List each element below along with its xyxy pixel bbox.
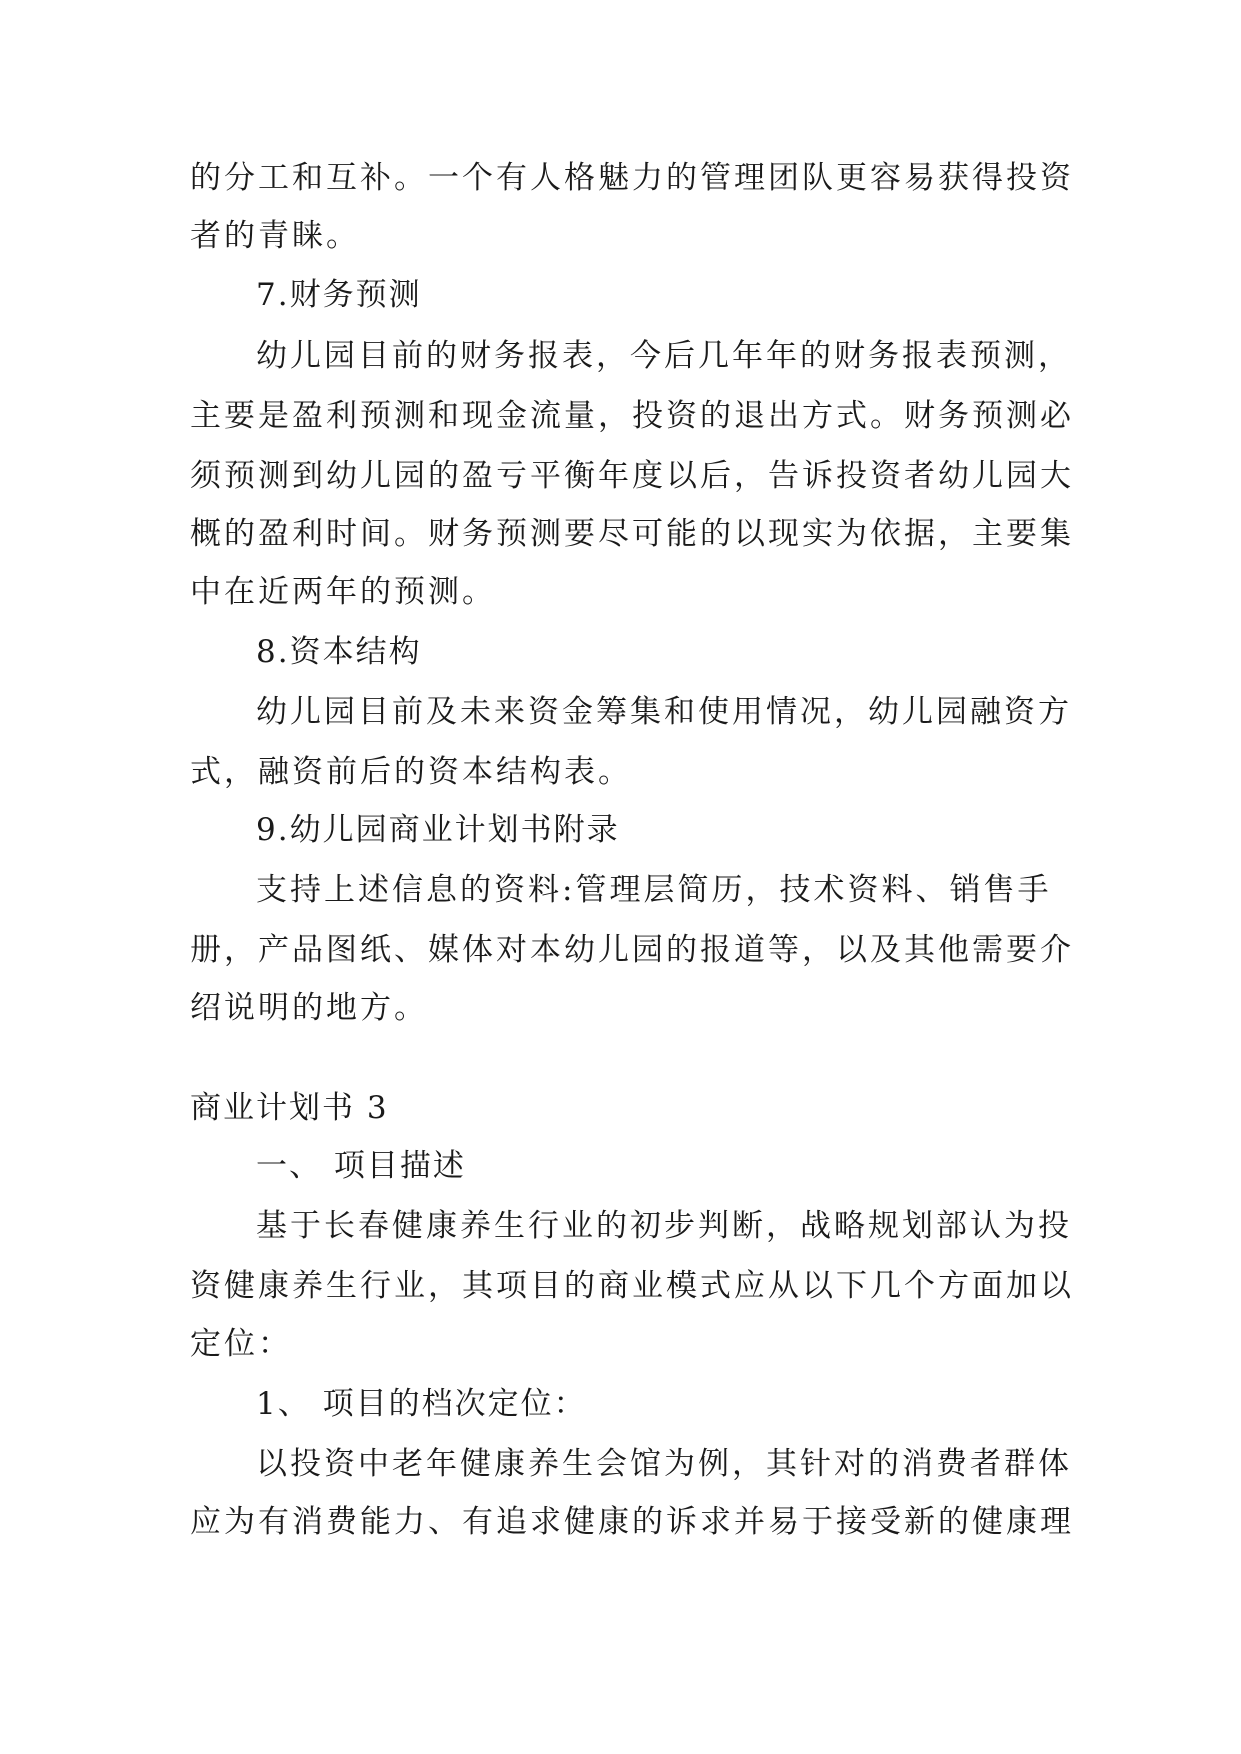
paragraph-line: 应为有消费能力、有追求健康的诉求并易于接受新的健康理	[190, 1504, 1074, 1540]
paragraph-line: 定位：	[190, 1326, 292, 1362]
section-heading-project: 一、 项目描述	[256, 1148, 466, 1184]
paragraph-line: 以投资中老年健康养生会馆为例，其针对的消费者群体	[256, 1446, 1072, 1482]
paragraph-line: 者的青睐。	[190, 218, 360, 254]
section-heading-appendix: 9.幼儿园商业计划书附录	[256, 812, 620, 848]
paragraph-line: 资健康养生行业，其项目的商业模式应从以下几个方面加以	[190, 1268, 1074, 1304]
document-title: 商业计划书 3	[190, 1090, 389, 1126]
paragraph-line: 绍说明的地方。	[190, 990, 428, 1026]
paragraph-line: 幼儿园目前及未来资金筹集和使用情况，幼儿园融资方	[256, 694, 1072, 730]
section-heading-finance: 7.财务预测	[256, 277, 422, 313]
paragraph-line: 主要是盈利预测和现金流量，投资的退出方式。财务预测必	[190, 398, 1074, 434]
section-heading-capital: 8.资本结构	[256, 634, 422, 670]
paragraph-line: 概的盈利时间。财务预测要尽可能的以现实为依据，主要集	[190, 516, 1074, 552]
paragraph-line: 幼儿园目前的财务报表，今后几年年的财务报表预测，	[256, 338, 1072, 374]
section-heading-positioning: 1、 项目的档次定位：	[256, 1386, 587, 1422]
paragraph-line: 式，融资前后的资本结构表。	[190, 754, 632, 790]
paragraph-line: 基于长春健康养生行业的初步判断，战略规划部认为投	[256, 1208, 1072, 1244]
paragraph-line: 册，产品图纸、媒体对本幼儿园的报道等，以及其他需要介	[190, 932, 1074, 968]
paragraph-line: 中在近两年的预测。	[190, 574, 496, 610]
paragraph-line: 支持上述信息的资料:管理层简历，技术资料、销售手	[256, 872, 1052, 908]
paragraph-line: 须预测到幼儿园的盈亏平衡年度以后，告诉投资者幼儿园大	[190, 458, 1074, 494]
paragraph-line: 的分工和互补。一个有人格魅力的管理团队更容易获得投资	[190, 160, 1074, 196]
